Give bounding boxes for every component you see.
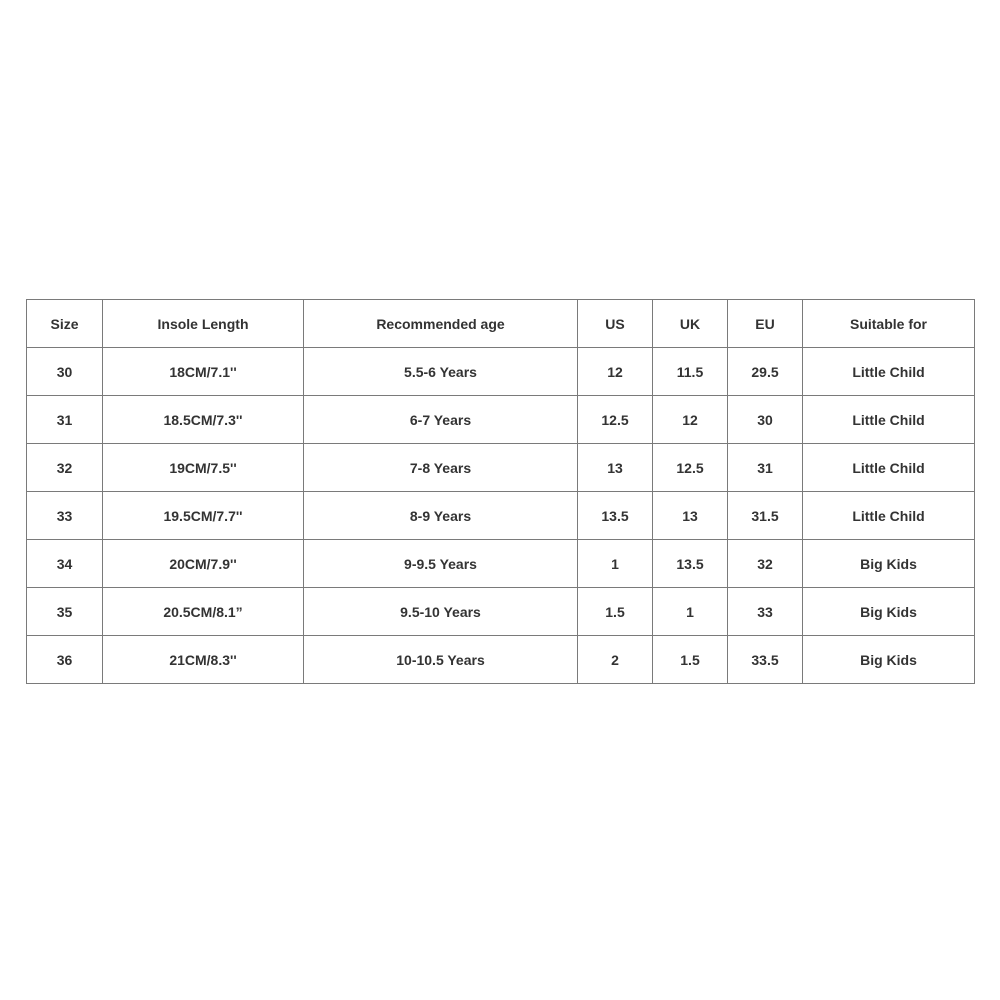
cell-uk: 12.5 (653, 444, 728, 492)
size-chart-table (26, 299, 975, 684)
cell-suitable-for: Little Child (803, 492, 975, 540)
cell-suitable-for: Little Child (803, 396, 975, 444)
cell-eu: 33 (728, 588, 803, 636)
cell-size: 32 (27, 444, 103, 492)
cell-us: 13 (578, 444, 653, 492)
header-us: US (578, 300, 653, 348)
header-eu: EU (728, 300, 803, 348)
cell-size: 31 (27, 396, 103, 444)
header-row (27, 300, 975, 348)
cell-recommended-age: 9.5-10 Years (304, 588, 578, 636)
cell-insole-length: 18.5CM/7.3'' (103, 396, 304, 444)
table-row (27, 588, 975, 636)
table-row (27, 396, 975, 444)
cell-uk: 1.5 (653, 636, 728, 684)
header-suitable-for: Suitable for (803, 300, 975, 348)
cell-recommended-age: 10-10.5 Years (304, 636, 578, 684)
table-row (27, 348, 975, 396)
cell-uk: 13.5 (653, 540, 728, 588)
cell-size: 36 (27, 636, 103, 684)
cell-suitable-for: Big Kids (803, 540, 975, 588)
cell-size: 33 (27, 492, 103, 540)
cell-recommended-age: 6-7 Years (304, 396, 578, 444)
cell-insole-length: 19.5CM/7.7'' (103, 492, 304, 540)
cell-recommended-age: 7-8 Years (304, 444, 578, 492)
cell-eu: 30 (728, 396, 803, 444)
cell-eu: 32 (728, 540, 803, 588)
cell-suitable-for: Little Child (803, 444, 975, 492)
table-row (27, 492, 975, 540)
cell-us: 1 (578, 540, 653, 588)
cell-us: 2 (578, 636, 653, 684)
cell-insole-length: 18CM/7.1'' (103, 348, 304, 396)
header-uk: UK (653, 300, 728, 348)
cell-eu: 29.5 (728, 348, 803, 396)
cell-us: 13.5 (578, 492, 653, 540)
header-recommended-age: Recommended age (304, 300, 578, 348)
header-insole-length: Insole Length (103, 300, 304, 348)
cell-insole-length: 21CM/8.3'' (103, 636, 304, 684)
cell-insole-length: 19CM/7.5'' (103, 444, 304, 492)
cell-suitable-for: Big Kids (803, 636, 975, 684)
cell-insole-length: 20CM/7.9'' (103, 540, 304, 588)
cell-eu: 31.5 (728, 492, 803, 540)
table-row (27, 636, 975, 684)
cell-uk: 1 (653, 588, 728, 636)
cell-recommended-age: 5.5-6 Years (304, 348, 578, 396)
cell-size: 30 (27, 348, 103, 396)
cell-recommended-age: 9-9.5 Years (304, 540, 578, 588)
cell-suitable-for: Little Child (803, 348, 975, 396)
table-row (27, 540, 975, 588)
cell-uk: 12 (653, 396, 728, 444)
cell-us: 12 (578, 348, 653, 396)
table-row (27, 444, 975, 492)
cell-uk: 11.5 (653, 348, 728, 396)
cell-suitable-for: Big Kids (803, 588, 975, 636)
cell-eu: 33.5 (728, 636, 803, 684)
cell-size: 34 (27, 540, 103, 588)
cell-us: 1.5 (578, 588, 653, 636)
cell-size: 35 (27, 588, 103, 636)
cell-uk: 13 (653, 492, 728, 540)
cell-insole-length: 20.5CM/8.1” (103, 588, 304, 636)
cell-us: 12.5 (578, 396, 653, 444)
cell-eu: 31 (728, 444, 803, 492)
header-size: Size (27, 300, 103, 348)
cell-recommended-age: 8-9 Years (304, 492, 578, 540)
